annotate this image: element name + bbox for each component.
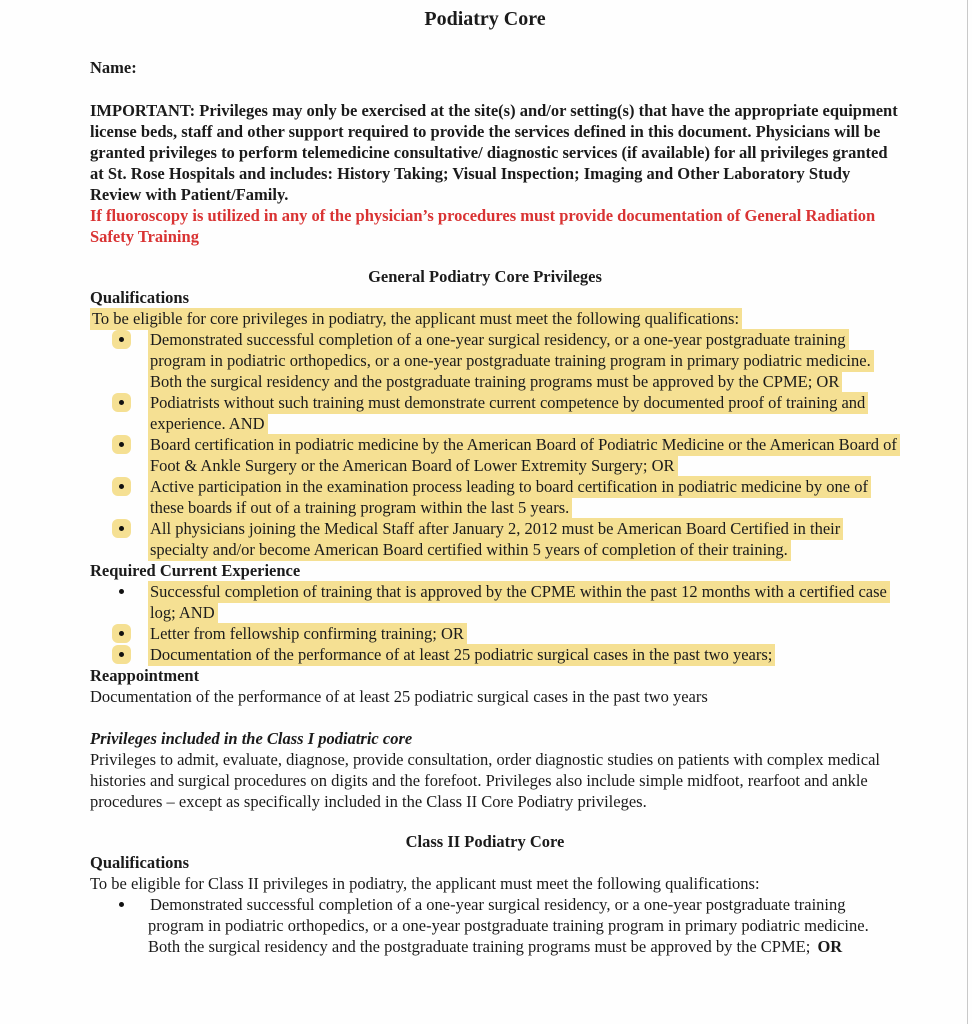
reappointment-heading: Reappointment bbox=[90, 666, 200, 685]
bullet-text: Letter from fellowship confirming training; OR bbox=[148, 623, 467, 645]
bullet-item bbox=[90, 644, 900, 665]
bullet-item bbox=[90, 434, 900, 476]
bullet-text: Successful completion of training that is approved by the CPME within the past 12 months with a certified case log; AND bbox=[148, 581, 890, 624]
bullet-dot bbox=[112, 435, 131, 454]
bullet-dot bbox=[112, 477, 131, 496]
bullet-dot bbox=[112, 519, 131, 538]
bullet-text: Demonstrated successful completion of a one-year surgical residency, or a one-year postgraduate training program in podiatric orthopedics, or a one-year postgraduate training program in primary podiatric medicine. Both the surgical residency and the postgraduate training programs must be approved by the CPME; OR bbox=[148, 329, 874, 393]
bullet-dot bbox=[112, 393, 131, 412]
bullet-text: Documentation of the performance of at least 25 podiatric surgical cases in the past two years; bbox=[148, 644, 775, 666]
bullet-dot bbox=[112, 582, 131, 601]
qualification-bullet-list bbox=[90, 329, 900, 560]
required-experience-heading: Required Current Experience bbox=[90, 561, 301, 580]
bullet-item bbox=[90, 392, 900, 434]
required-experience-bullet-list bbox=[90, 581, 900, 665]
bullet-item bbox=[90, 623, 900, 644]
important-paragraph: IMPORTANT: Privileges may only be exercised at the site(s) and/or setting(s) that have the appropriate equipment license beds, staff and other support required to provide the services defined in this document. Physicians will be granted privileges to perform telemedicine consultative/ diagnostic services (if available) for all privileges granted at St. Rose Hospitals and includes: History Taking; Visual Inspection; Imaging and Other Laboratory Study Review with Patient/Family. bbox=[90, 101, 898, 204]
qualifications-intro: To be eligible for core privileges in podiatry, the applicant must meet the following qualifications: bbox=[90, 308, 900, 329]
bullet-item bbox=[90, 518, 900, 560]
class2-qualifications-heading: Qualifications bbox=[90, 853, 190, 872]
bullet-text: Board certification in podiatric medicine by the American Board of Podiatric Medicine or the American Board of Foot & Ankle Surgery or the American Board of Lower Extremity Surgery; OR bbox=[148, 434, 900, 477]
bullet-text: Podiatrists without such training must demonstrate current competence by documented proof of training and experience. AND bbox=[148, 392, 868, 435]
class2-bullet-list bbox=[90, 894, 900, 957]
bullet-item bbox=[90, 581, 900, 623]
class2-heading: Class II Podiatry Core bbox=[405, 832, 565, 851]
bullet-text: Demonstrated successful completion of a one-year surgical residency, or a one-year postgraduate training program in podiatric orthopedics, or a one-year postgraduate training program in primary podiatric medicine. Both the surgical residency and the postgraduate training programs must be approved by the CPME; bbox=[148, 895, 869, 956]
fluoroscopy-warning: If fluoroscopy is utilized in any of the physician’s procedures must provide documentation of General Radiation Safety Training bbox=[90, 206, 876, 246]
bullet-text: Active participation in the examination process leading to board certification in podiatric medicine by one of these boards if out of a training program within the last 5 years. bbox=[148, 476, 871, 519]
bullet-text: All physicians joining the Medical Staff after January 2, 2012 must be American Board Certified in their specialty and/or become American Board certified within 5 years of completion of their training. bbox=[148, 518, 843, 561]
general-core-heading: General Podiatry Core Privileges bbox=[368, 267, 602, 286]
class1-paragraph: Privileges to admit, evaluate, diagnose, provide consultation, order diagnostic studies on patients with complex medical histories and surgical procedures on digits and the forefoot. Privileges also include simple midfoot, rearfoot and ankle procedures – except as specifically included in the Class II Core Podiatry privileges. bbox=[90, 750, 880, 811]
bullet-item bbox=[90, 329, 900, 392]
page-right-border bbox=[967, 0, 968, 1024]
bullet-dot bbox=[112, 330, 131, 349]
bullet-item bbox=[90, 476, 900, 518]
class2-qualifications-intro: To be eligible for Class II privileges in podiatry, the applicant must meet the following qualifications: bbox=[90, 874, 760, 893]
class1-heading: Privileges included in the Class I podiatric core bbox=[90, 729, 413, 748]
bullet-dot bbox=[112, 624, 131, 643]
qualifications-heading: Qualifications bbox=[90, 288, 190, 307]
page-title: Podiatry Core bbox=[424, 8, 546, 30]
bullet-item bbox=[90, 894, 900, 957]
bullet-dot bbox=[112, 645, 131, 664]
name-label: Name: bbox=[90, 58, 137, 77]
reappointment-text: Documentation of the performance of at least 25 podiatric surgical cases in the past two years bbox=[90, 687, 708, 706]
bullet-bold-suffix: OR bbox=[817, 937, 843, 956]
bullet-dot bbox=[112, 895, 131, 914]
